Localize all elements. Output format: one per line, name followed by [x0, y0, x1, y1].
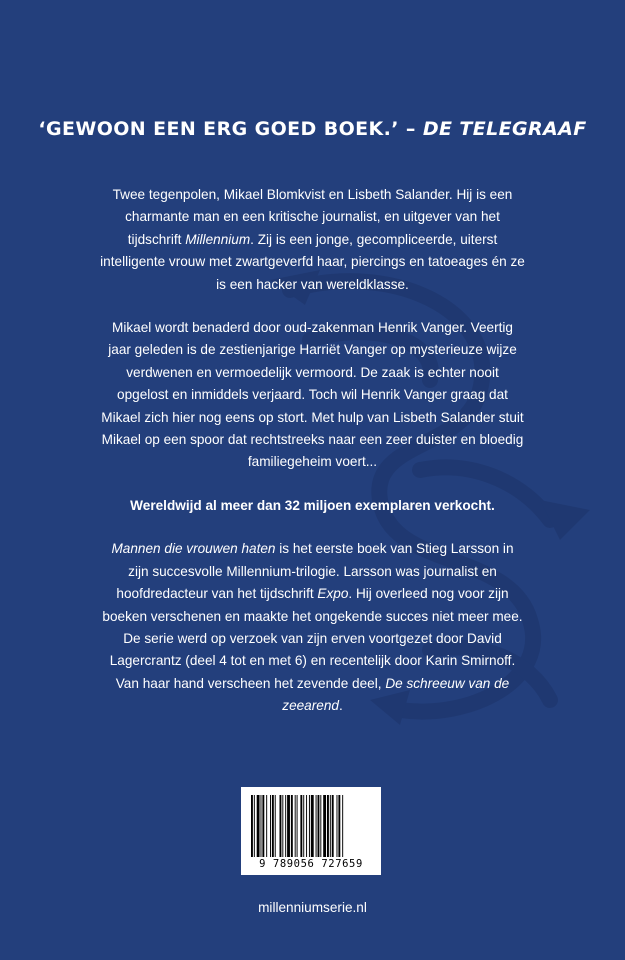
magazine-title: Expo [317, 586, 349, 602]
paragraph-author [100, 538, 525, 717]
paragraph-intro-text-c: . Zij is een jonge, gecompliceerde, uiterst intelligente vrouw met zwartgeverfd haar, piercings en tatoeages én ze is een hacker van wereldklasse. [100, 231, 525, 292]
website-url: millenniumserie.nl [258, 900, 367, 915]
quote-text: ‘GEWOON EEN ERG GOED BOEK.’ – [38, 118, 423, 140]
isbn-number: 9 789056 727659 [259, 858, 363, 870]
paragraph-intro [100, 184, 525, 296]
sales-claim: Wereldwijd al meer dan 32 miljoen exemplaren verkocht. [130, 497, 495, 513]
isbn-barcode [241, 787, 381, 875]
book-title: Mannen die vrouwen haten [111, 541, 276, 557]
quote-source: DE TELEGRAAF [422, 118, 587, 140]
paragraph-author-text-b: is het eerste boek van Stieg Larsson in zijn succesvolle Millennium-trilogie. Larsson was journalist en hoofdredacteur van het tijdschrift [116, 541, 514, 602]
paragraph-author-text-d: . Hij overleed nog voor zijn boeken verschenen en maakte het ongekende succes niet meer mee. De serie werd op verzoek van zijn erven voortgezet door David Lagercrantz (deel 4 tot en met 6) en recentelijk door Karin Smirnoff. Van haar hand verscheen het zevende deel, [102, 586, 523, 691]
barcode-bars [251, 795, 373, 857]
seventh-book-title: De schreeuw van de zeearend [282, 675, 510, 714]
paragraph-author-text-f: . [338, 698, 343, 714]
blurb [100, 184, 525, 739]
press-quote [0, 118, 625, 140]
paragraph-intro-title: Millennium [185, 231, 251, 247]
paragraph-intro-text-a: Twee tegenpolen, Mikael Blomkvist en Lisbeth Salander. Hij is een charmante man en een kritische journalist, en uitgever van het tijdschrift [112, 187, 513, 247]
paragraph-plot: Mikael wordt benaderd door oud-zakenman Henrik Vanger. Veertig jaar geleden is de zestienjarige Harriët Vanger op mysterieuze wijze verdwenen en vermoedelijk vermoord. De zaak is echter nooit opgelost en inmiddels verjaard. Toch wil Henrik Vanger graag dat Mikael zich hier nog eens op stort. Met hulp van Lisbeth Salander stuit Mikael op een spoor dat rechtstreeks naar een zeer duister en bloedig familiegeheim voert... [101, 320, 524, 470]
